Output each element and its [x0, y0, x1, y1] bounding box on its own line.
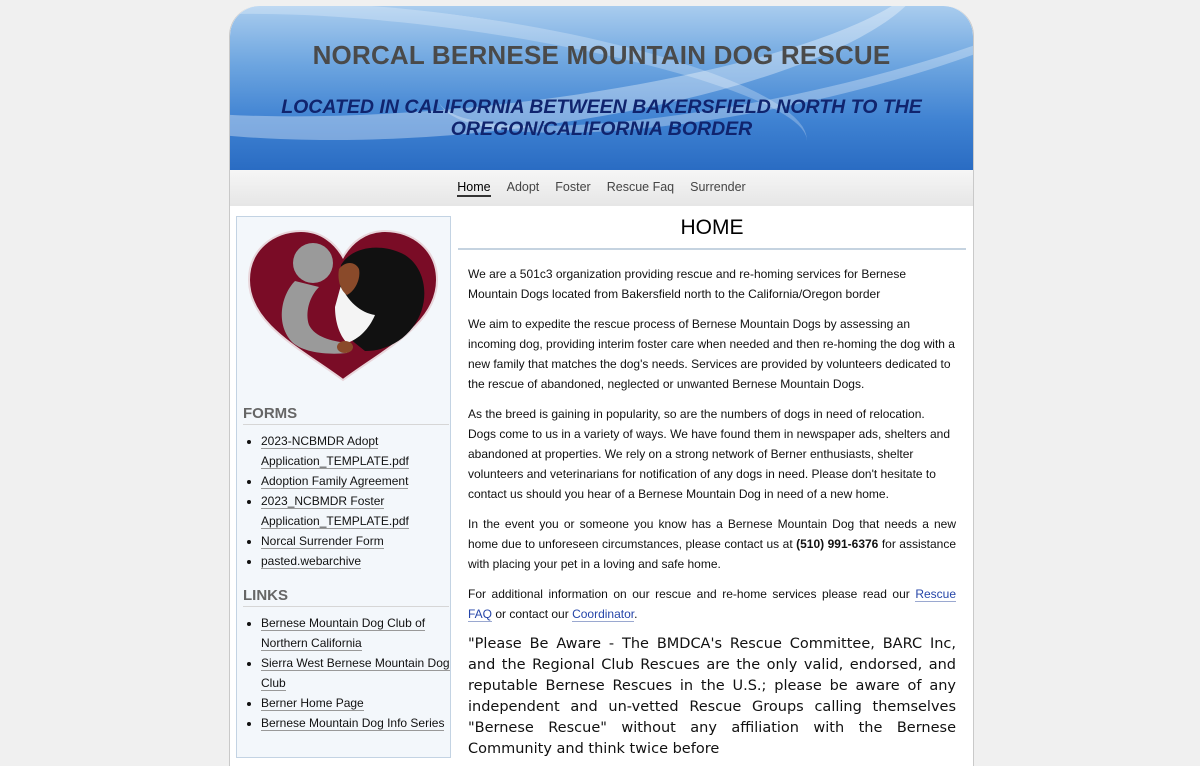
- list-item: [261, 491, 453, 531]
- site-title: NORCAL BERNESE MOUNTAIN DOG RESCUE: [312, 40, 891, 70]
- rescue-logo: [243, 225, 443, 385]
- nav-home[interactable]: Home: [457, 180, 490, 197]
- list-item: [261, 531, 453, 551]
- nav-adopt[interactable]: Adopt: [506, 180, 540, 194]
- list-item: [261, 431, 453, 471]
- external-link[interactable]: Sierra West Bernese Mountain Dog Club: [261, 656, 450, 690]
- faq-text: For additional information on our rescue and re-home services please read our: [468, 587, 916, 601]
- phone-number: (510) 991-6376: [796, 537, 879, 551]
- main-nav: [230, 170, 973, 206]
- contact-text: In the event you or someone you know has a Bernese Mountain Dog that needs a new home due to unforeseen circumstances, please contact us at: [468, 517, 956, 551]
- external-link[interactable]: Bernese Mountain Dog Info Series: [261, 716, 445, 730]
- list-item: [261, 613, 453, 653]
- page-heading: HOME: [458, 216, 966, 250]
- form-link[interactable]: Adoption Family Agreement: [261, 474, 409, 488]
- links-title: LINKS: [243, 587, 449, 607]
- mission-paragraph: We aim to expedite the rescue process of Bernese Mountain Dogs by assessing an incoming dog, providing interim foster care when needed and then re-homing the dog with a new family that matches the dog's needs. Services are provided by volunteers dedicated to the rescue of abandoned, neglected or unwanted Bernese Mountain Dogs.: [468, 317, 955, 391]
- external-link[interactable]: Berner Home Page: [261, 696, 364, 710]
- list-item: [261, 713, 453, 733]
- list-item: [261, 693, 453, 713]
- nav-foster[interactable]: Foster: [555, 180, 591, 194]
- coordinator-link[interactable]: Coordinator: [572, 607, 635, 621]
- page-container: [229, 6, 974, 766]
- faq-text: or contact our: [492, 607, 573, 621]
- main-content: [458, 216, 966, 766]
- dog-paw: [337, 341, 353, 353]
- faq-text: .: [634, 607, 638, 621]
- contact-paragraph: [468, 514, 956, 574]
- form-link[interactable]: 2023-NCBMDR Adopt Application_TEMPLATE.pdf: [261, 434, 409, 468]
- warning-paragraph: "Please Be Aware - The BMDCA's Rescue Committee, BARC Inc, and the Regional Club Rescues are the only valid, endorsed, and reputable Bernese Rescues in the U.S.; please be aware of any independent and un-vetted Rescue Groups calling themselves "Bernese Rescue" without any affiliation with the Bernese Community and think twice before: [468, 636, 956, 757]
- intro-paragraph: We are a 501c3 organization providing rescue and re-homing services for Bernese Mountain Dogs located from Bakersfield north to the California/Oregon border: [468, 267, 907, 301]
- nav-surrender[interactable]: Surrender: [690, 180, 746, 194]
- site-subtitle: LOCATED IN CALIFORNIA BETWEEN BAKERSFIELD NORTH TO THE OREGON/CALIFORNIA BORDER: [281, 96, 922, 140]
- person-head: [293, 243, 333, 283]
- rescue-faq-link[interactable]: Rescue FAQ: [468, 587, 956, 621]
- form-link[interactable]: pasted.webarchive: [261, 554, 362, 568]
- list-item: [261, 551, 453, 571]
- contact-text: for assistance with placing your pet in a loving and safe home.: [468, 537, 956, 571]
- site-header: [230, 6, 973, 172]
- forms-title: FORMS: [243, 405, 449, 425]
- sidebar: [236, 216, 451, 758]
- faq-paragraph: [468, 584, 956, 624]
- form-link[interactable]: 2023_NCBMDR Foster Application_TEMPLATE.pdf: [261, 494, 409, 528]
- links-list: [243, 613, 453, 733]
- list-item: [261, 471, 453, 491]
- nav-rescue-faq[interactable]: Rescue Faq: [606, 180, 675, 194]
- form-link[interactable]: Norcal Surrender Form: [261, 534, 384, 548]
- forms-list: [243, 431, 453, 571]
- breed-paragraph: As the breed is gaining in popularity, so are the numbers of dogs in need of relocation. Dogs come to us in a variety of ways. We have found them in newspaper ads, shelters and abandoned at properties. We rely on a strong network of Berner enthusiasts, shelter volunteers and veterinarians for notification of any dogs in need. Please don't hesitate to contact us should you hear of a Bernese Mountain Dog in need of a new home.: [468, 407, 951, 501]
- external-link[interactable]: Bernese Mountain Dog Club of Northern California: [261, 616, 426, 650]
- list-item: [261, 653, 453, 693]
